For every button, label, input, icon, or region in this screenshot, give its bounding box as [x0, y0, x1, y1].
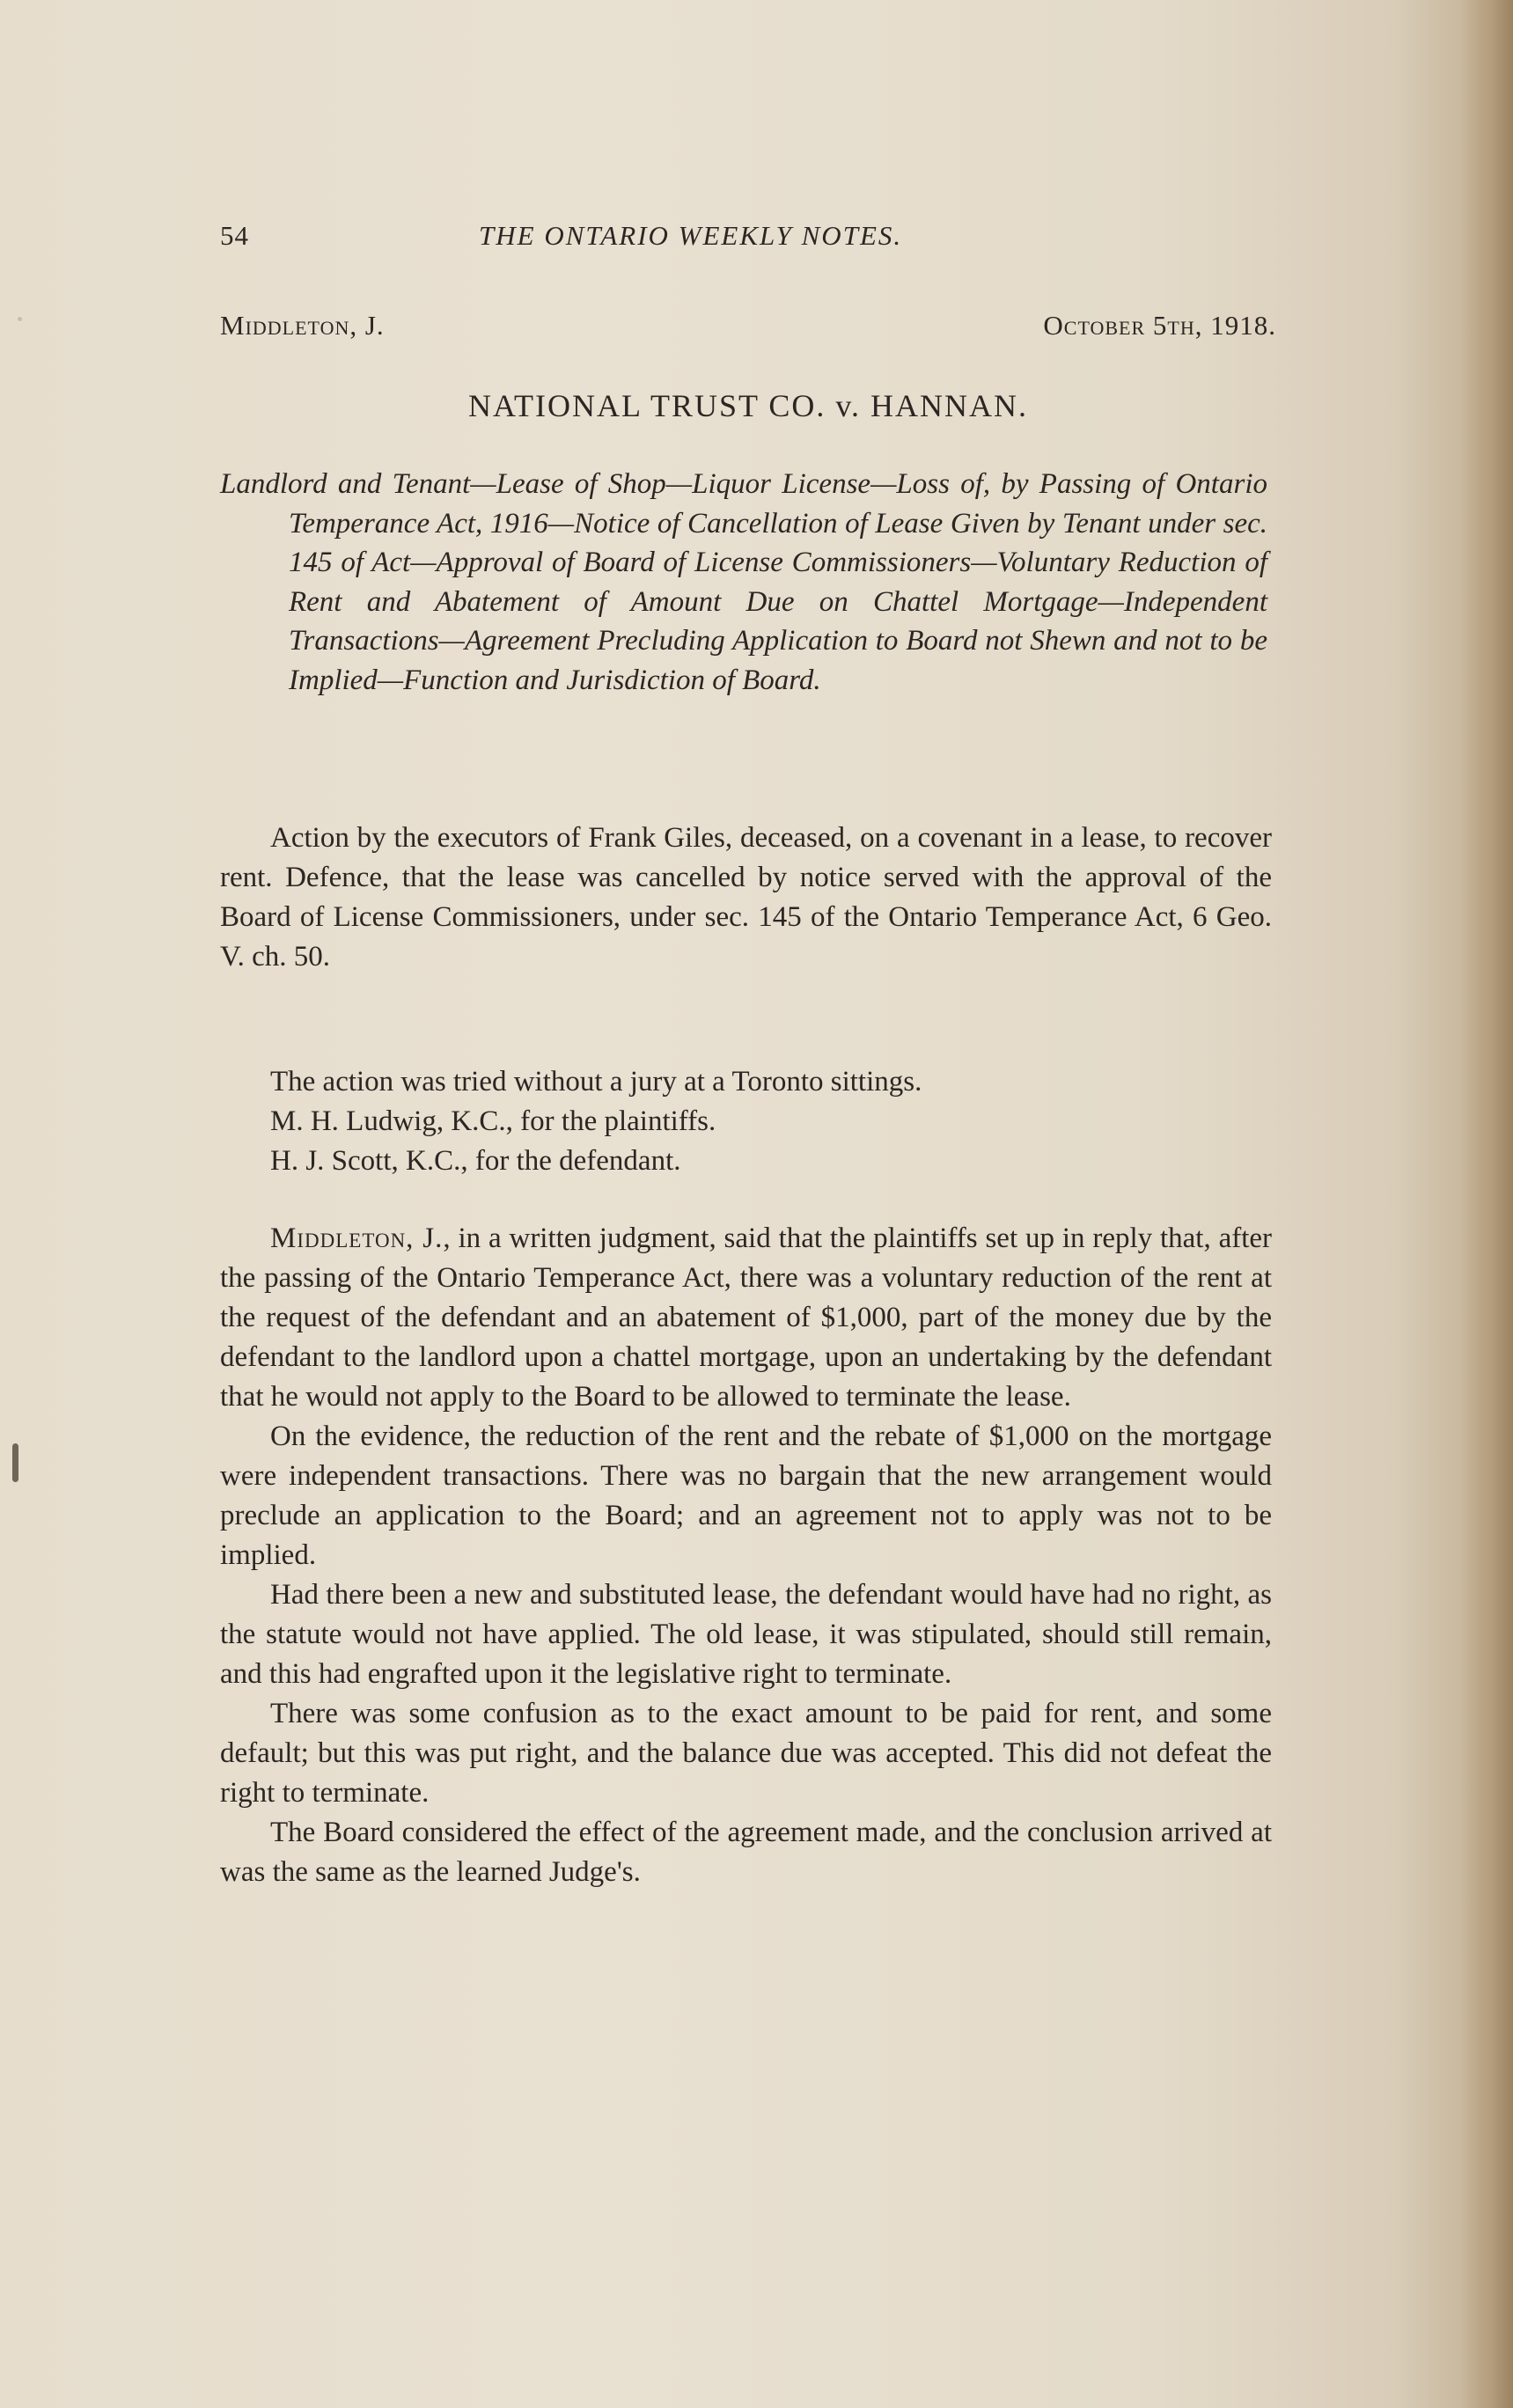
- counsel-plaintiffs: M. H. Ludwig, K.C., for the plaintiffs.: [270, 1105, 716, 1137]
- judgment-paragraph: There was some confusion as to the exact amount to be paid for rent, and some default; but this was put right, and the balance due was accepted. This did not defeat the right to terminate.: [220, 1698, 1272, 1809]
- judgment-paragraph: The Board considered the effect of the agreement made, and the conclusion arrived at was the same as the learned Judge's.: [220, 1817, 1272, 1888]
- headnote: Landlord and Tenant—Lease of Shop—Liquor License—Loss of, by Passing of Ontario Temperance Act, 1916—Notice of Cancellation of Lease Given by Tenant under sec. 145 of Act—Approval of Board of License Commissioners—Voluntary Reduction of Rent and Abatement of Amount Due on Chattel Mortgage—Independent Transactions—Agreement Precluding Application to Board not Shewn and not to be Implied—Function and Jurisdiction of Board.: [220, 468, 1267, 696]
- intro-paragraph: Action by the executors of Frank Giles, deceased, on a covenant in a lease, to recover rent. Defence, that the lease was cancelled by notice served with the approval of the Board of License Commissioners, under sec. 145 of the Ontario Temperance Act, 6 Geo. V. ch. 50.: [220, 822, 1272, 973]
- judgment-section: [220, 1219, 1272, 1892]
- judgment-opening-text: , in a written judgment, said that the plaintiffs set up in reply that, after the passing of the Ontario Temperance Act, there was a voluntary reduction of the rent at the request of the defendant and an abatement of $1,000, part of the money due by the defendant to the landlord upon a chattel mortgage, upon an undertaking by the defendant that he would not apply to the Board to be allowed to terminate the lease.: [220, 1222, 1273, 1413]
- paper-blemish: [18, 317, 22, 321]
- judgment-paragraph: Had there been a new and substituted lease, the defendant would have had no right, as the statute would not have applied. The old lease, it was stipulated, should still remain, and this had engrafted upon it the legislative right to terminate.: [220, 1579, 1272, 1690]
- judgment-judge-name: Middleton, J.: [270, 1222, 444, 1254]
- trial-details: [220, 1062, 1272, 1181]
- running-head: [220, 220, 1276, 255]
- page-edge-shadow: [1460, 0, 1513, 2408]
- journal-title: THE ONTARIO WEEKLY NOTES.: [479, 220, 903, 251]
- page-number: 54: [220, 220, 249, 251]
- case-title: NATIONAL TRUST CO. v. HANNAN.: [467, 388, 1028, 423]
- counsel-defendant: H. J. Scott, K.C., for the defendant.: [270, 1145, 681, 1177]
- judgment-paragraph: On the evidence, the reduction of the rent and the rebate of $1,000 on the mortgage were independent transactions. There was no bargain that the new arrangement would preclude an application to the Board; and an agreement not to apply was not to be implied.: [220, 1421, 1272, 1571]
- judgment-opening-paragraph: [220, 1219, 1272, 1417]
- judgment-date: October 5th, 1918.: [1043, 310, 1276, 341]
- paper-blemish: [12, 1443, 18, 1482]
- judge-name: Middleton, J.: [220, 310, 385, 341]
- intro-section: [220, 819, 1272, 977]
- trial-line: The action was tried without a jury at a Toronto sittings.: [270, 1066, 922, 1098]
